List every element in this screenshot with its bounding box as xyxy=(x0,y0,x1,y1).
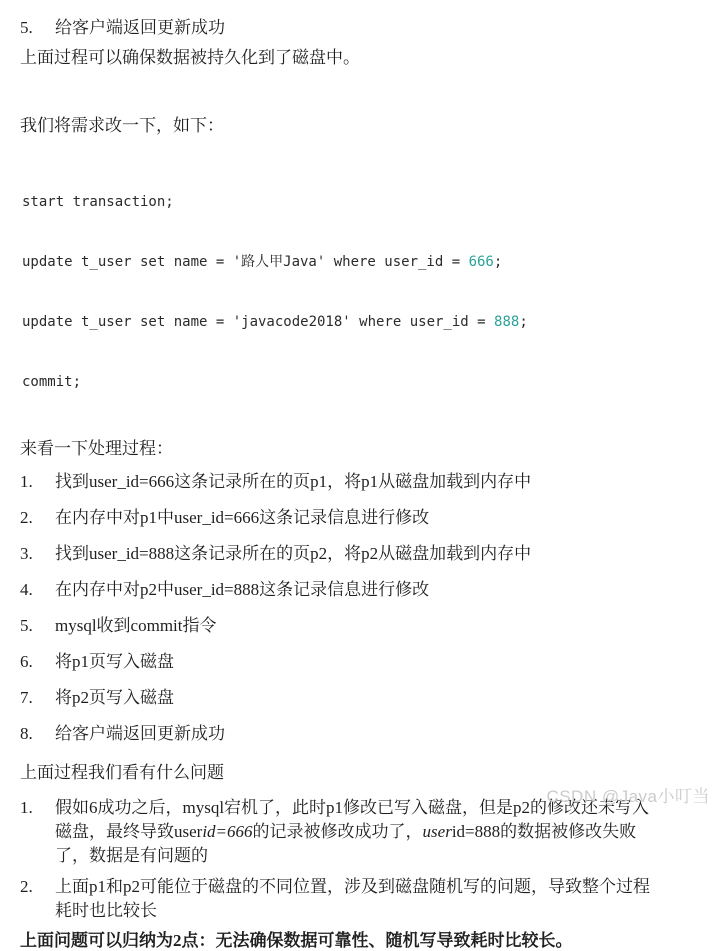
list-text: 在内存中对p1中user_id=666这条记录信息进行修改 xyxy=(55,508,430,527)
watermark: CSDN @Java小叮当 xyxy=(546,787,710,806)
list-text: 将p2页写入磁盘 xyxy=(55,688,174,707)
list-item xyxy=(20,18,650,38)
list-number: 5. xyxy=(20,18,33,37)
list-item xyxy=(20,580,650,600)
text-segment: ; xyxy=(519,314,528,330)
text-segment: 的记录被修改成功了， xyxy=(252,822,423,841)
list-text: 找到user_id=888这条记录所在的页p2，将p2从磁盘加载到内存中 xyxy=(55,544,532,563)
problem-list xyxy=(20,796,650,923)
list-text: 在内存中对p2中user_id=888这条记录信息进行修改 xyxy=(55,580,430,599)
list-number: 5. xyxy=(20,616,33,635)
code-line xyxy=(22,372,650,392)
list-item xyxy=(20,688,650,708)
text-segment: update t_user set name = 'javacode2018' where user_id = xyxy=(22,314,495,330)
paragraph-question: 上面过程我们看有什么问题 xyxy=(20,763,224,782)
code-block xyxy=(22,152,650,432)
list-item xyxy=(20,616,650,636)
list-number: 8. xyxy=(20,724,33,743)
list-item xyxy=(20,508,650,528)
process-list xyxy=(20,472,650,744)
code-line xyxy=(22,252,650,272)
text-segment: 888 xyxy=(494,314,520,330)
text-segment: id=666 xyxy=(202,822,253,841)
paragraph-process-lead: 来看一下处理过程： xyxy=(20,439,173,458)
list-number: 2. xyxy=(20,508,33,527)
list-item xyxy=(20,472,650,492)
text-segment: update t_user set name = '路人甲Java' where user_id = xyxy=(22,254,469,270)
code-line xyxy=(22,312,650,332)
list-text: mysql收到commit指令 xyxy=(55,616,217,635)
list-text: 将p1页写入磁盘 xyxy=(55,652,174,671)
list-number: 7. xyxy=(20,688,33,707)
text-segment: id=888的数据被修改失败了，数据是有问题的 xyxy=(55,822,637,865)
paragraph-persist: 上面过程可以确保数据被持久化到了磁盘中。 xyxy=(20,48,360,67)
paragraph-summary: 上面问题可以归纳为2点：无法确保数据可靠性、随机写导致耗时比较长。 xyxy=(20,931,573,950)
list-item xyxy=(20,652,650,672)
text-segment: 666 xyxy=(468,254,494,270)
paragraph-change-request: 我们将需求改一下，如下： xyxy=(20,116,224,135)
code-line xyxy=(22,192,650,212)
list-item xyxy=(20,724,650,744)
list-text: 给客户端返回更新成功 xyxy=(55,724,225,743)
list-number: 1. xyxy=(20,472,33,491)
list-number: 1. xyxy=(20,798,33,817)
list-text: 给客户端返回更新成功 xyxy=(55,18,225,37)
list-text xyxy=(55,875,650,923)
text-segment: commit; xyxy=(22,374,82,390)
list-item xyxy=(20,544,650,564)
list-text: 找到user_id=666这条记录所在的页p1，将p1从磁盘加载到内存中 xyxy=(55,472,532,491)
text-segment: user xyxy=(422,822,452,841)
list-number: 6. xyxy=(20,652,33,671)
list-item xyxy=(20,875,650,923)
list-number: 4. xyxy=(20,580,33,599)
text-segment: ; xyxy=(493,254,503,270)
list-number: 3. xyxy=(20,544,33,563)
text-segment: start transaction; xyxy=(22,194,174,210)
text-segment: 上面p1和p2可能位于磁盘的不同位置，涉及到磁盘随机写的问题，导致整个过程耗时也比较长 xyxy=(55,877,650,920)
text-segment: 假如6成功之后，mysql宕机了，此时p1修改已写入磁盘，但是p2的修改还未写入磁盘，最终导致user xyxy=(55,798,650,841)
list-number: 2. xyxy=(20,877,33,896)
